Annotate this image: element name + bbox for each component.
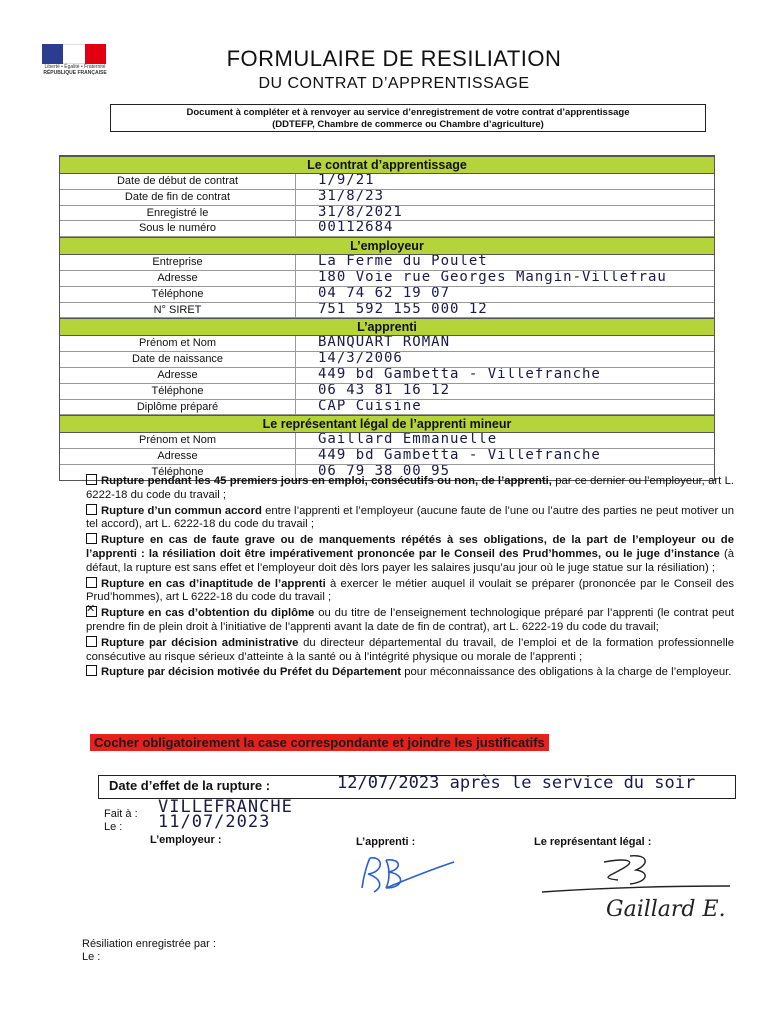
effective-date-label: Date d’effet de la rupture : xyxy=(109,778,271,793)
field-label: N° SIRET xyxy=(60,303,296,318)
checkbox-unfitness[interactable] xyxy=(86,577,97,588)
registration-block xyxy=(82,938,216,964)
place-date-labels xyxy=(104,808,138,834)
form-row xyxy=(60,190,714,206)
form-row xyxy=(60,384,714,400)
option-text: entre l’apprenti et l’employeur (aucune faute de l’une ou l’autre des parties ne peut motiver un tel accord), art L. 6222-18 du code du travail ; xyxy=(86,504,734,531)
registration-number-field[interactable]: 00112684 xyxy=(318,221,394,236)
option-title: Rupture pendant les 45 premiers jours en emploi, consécutifs ou non, de l’apprenti, xyxy=(101,475,552,487)
field-label: Prénom et Nom xyxy=(60,433,296,448)
field-label: Téléphone xyxy=(60,465,296,480)
apprentice-birthdate-field[interactable]: 14/3/2006 xyxy=(318,352,403,367)
option-diploma-obtained xyxy=(86,606,734,635)
employer-address-field[interactable]: 180 Voie rue Georges Mangin-Villefrau xyxy=(318,270,667,285)
option-prefect-decision xyxy=(86,665,734,680)
fait-label: Fait à : xyxy=(104,808,138,820)
field-label: Adresse xyxy=(60,449,296,464)
mandatory-warning: Cocher obligatoirement la case correspondante et joindre les justificatifs xyxy=(90,734,549,751)
legal-rep-signature xyxy=(540,852,740,922)
le-label: Le : xyxy=(104,821,123,833)
guardian-name-field[interactable]: Gaillard Emmanuelle xyxy=(318,433,498,448)
employer-signature-label: L’employeur : xyxy=(150,834,222,846)
form-row xyxy=(60,433,714,449)
effective-date-field[interactable]: 12/07/2023 après le service du soir xyxy=(337,773,696,793)
option-text: du directeur départemental du travail, de l’emploi et de la formation professionnelle consécutive au risque sérieux d’atteinte à la santé ou à l’intégrité physique ou morale de l’apprenti ; xyxy=(86,636,734,663)
field-label: Sous le numéro xyxy=(60,221,296,236)
employer-phone-field[interactable]: 04 74 62 19 07 xyxy=(318,286,451,301)
checkbox-mutual-agreement[interactable] xyxy=(86,504,97,515)
registered-by-label: Résiliation enregistrée par : xyxy=(82,938,216,950)
option-text: (à défaut, la rupture est sans effet et l’employeur doit dès lors payer les salaires jusqu’au jour où le juge statue sur la résiliation) ; xyxy=(86,547,734,574)
page-title: FORMULAIRE DE RESILIATION xyxy=(226,46,562,71)
option-title: Rupture en cas d’obtention du diplôme xyxy=(101,607,315,620)
registration-date-label: Le : xyxy=(82,951,101,963)
contract-start-field[interactable]: 1/9/21 xyxy=(318,174,375,188)
field-label: Adresse xyxy=(60,368,296,383)
option-title: Rupture par décision administrative xyxy=(101,636,299,649)
option-text: à exercer le métier auquel il voulait se préparer (prononcée par le Conseil des Prud’hommes), art L 6222-18 du code du travail ; xyxy=(86,577,734,604)
logo-country: RÉPUBLIQUE FRANÇAISE xyxy=(43,70,107,76)
checkbox-serious-misconduct[interactable] xyxy=(86,533,97,544)
place-date-values xyxy=(158,797,293,832)
form-row xyxy=(60,368,714,384)
option-text: pour méconnaissance des obligations à la charge de l’employeur. xyxy=(401,666,732,679)
apprentice-name-field[interactable]: BANQUART ROMAN xyxy=(318,336,451,351)
field-label: Diplôme préparé xyxy=(60,400,296,415)
checkbox-administrative[interactable] xyxy=(86,636,97,647)
checkbox-45-days[interactable] xyxy=(86,474,97,485)
form-row xyxy=(60,303,714,319)
logo-motto: Liberté • Égalité • Fraternité xyxy=(44,64,106,70)
field-label: Date de naissance xyxy=(60,352,296,367)
form-row xyxy=(60,271,714,287)
field-label: Entreprise xyxy=(60,255,296,270)
form-row xyxy=(60,336,714,352)
option-serious-misconduct xyxy=(86,533,734,575)
option-title: Rupture par décision motivée du Préfet du Département xyxy=(101,666,402,679)
option-45-days xyxy=(86,474,734,503)
page-subtitle: DU CONTRAT D’APPRENTISSAGE xyxy=(258,75,530,92)
notice-line-2: (DDTEFP, Chambre de commerce ou Chambre d’agriculture) xyxy=(272,119,544,130)
form-row xyxy=(60,449,714,465)
option-administrative xyxy=(86,636,734,665)
apprentice-phone-field[interactable]: 06 43 81 16 12 xyxy=(318,383,451,398)
option-text: par ce dernier ou l’employeur, art L. 6222-18 du code du travail ; xyxy=(86,475,734,501)
option-title: Rupture en cas d’inaptitude de l’apprenti xyxy=(101,577,326,590)
option-title: Rupture en cas de faute grave ou de manquements répétés à ses obligations, de la part de l’employeur ou de l’apprenti : la résiliation doit être impérativement prononcée par le Conseil des Prud’hommes, ou le juge d’instance xyxy=(86,534,734,560)
contract-end-field[interactable]: 31/8/23 xyxy=(318,189,385,204)
legal-rep-signature-label: Le représentant légal : xyxy=(534,836,652,848)
checkbox-prefect-decision[interactable] xyxy=(86,665,97,676)
field-label: Téléphone xyxy=(60,287,296,302)
section-employer-heading: L’employeur xyxy=(60,237,714,255)
legal-rep-signed-name: Gaillard E. xyxy=(606,897,726,922)
field-label: Prénom et Nom xyxy=(60,336,296,351)
field-label: Téléphone xyxy=(60,384,296,399)
guardian-address-field[interactable]: 449 bd Gambetta - Villefranche xyxy=(318,449,601,464)
option-mutual-agreement xyxy=(86,504,734,533)
notice-box xyxy=(110,104,706,132)
form-row xyxy=(60,400,714,416)
employer-company-field[interactable]: La Ferme du Poulet xyxy=(318,255,488,270)
termination-options xyxy=(86,474,734,681)
section-contract-heading: Le contrat d’apprentissage xyxy=(60,156,714,174)
form-row xyxy=(60,221,714,237)
form-row xyxy=(60,174,714,190)
registered-date-field[interactable]: 31/8/2021 xyxy=(318,205,403,220)
fait-field[interactable]: VILLEFRANCHE xyxy=(158,797,293,817)
form-row xyxy=(60,352,714,368)
form-row xyxy=(60,206,714,222)
employer-siret-field[interactable]: 751 592 155 000 12 xyxy=(318,302,488,317)
field-label: Date de fin de contrat xyxy=(60,190,296,205)
form-row xyxy=(60,255,714,271)
apprentice-signature-label: L’apprenti : xyxy=(356,836,416,848)
field-label: Enregistré le xyxy=(60,206,296,221)
notice-line-1: Document à compléter et à renvoyer au service d’enregistrement de votre contrat d’apprentissage xyxy=(186,107,630,118)
field-label: Date de début de contrat xyxy=(60,174,296,189)
option-title: Rupture d’un commun accord xyxy=(101,504,262,517)
apprentice-diploma-field[interactable]: CAP Cuisine xyxy=(318,399,422,414)
section-apprentice-heading: L’apprenti xyxy=(60,318,714,336)
guardian-phone-field[interactable]: 06 79 38 00 95 xyxy=(318,464,451,479)
option-text: ou du titre de l’enseignement technologique préparé par l’apprenti (le contrat peut prendre fin de plein droit à l’initiative de l’apprenti avant la date de fin de contrat), art L. 6222-19 du code du travail; xyxy=(86,607,734,633)
effective-date-box xyxy=(98,775,736,799)
apprentice-signature xyxy=(350,848,460,896)
apprentice-address-field[interactable]: 449 bd Gambetta - Villefranche xyxy=(318,367,601,382)
field-label: Adresse xyxy=(60,271,296,286)
le-field[interactable]: 11/07/2023 xyxy=(158,812,271,832)
option-unfitness xyxy=(86,577,734,606)
checkbox-diploma-obtained[interactable] xyxy=(86,606,97,617)
form-row xyxy=(60,287,714,303)
section-guardian-heading: Le représentant légal de l’apprenti mineur xyxy=(60,415,714,433)
contract-form-table xyxy=(59,155,715,481)
